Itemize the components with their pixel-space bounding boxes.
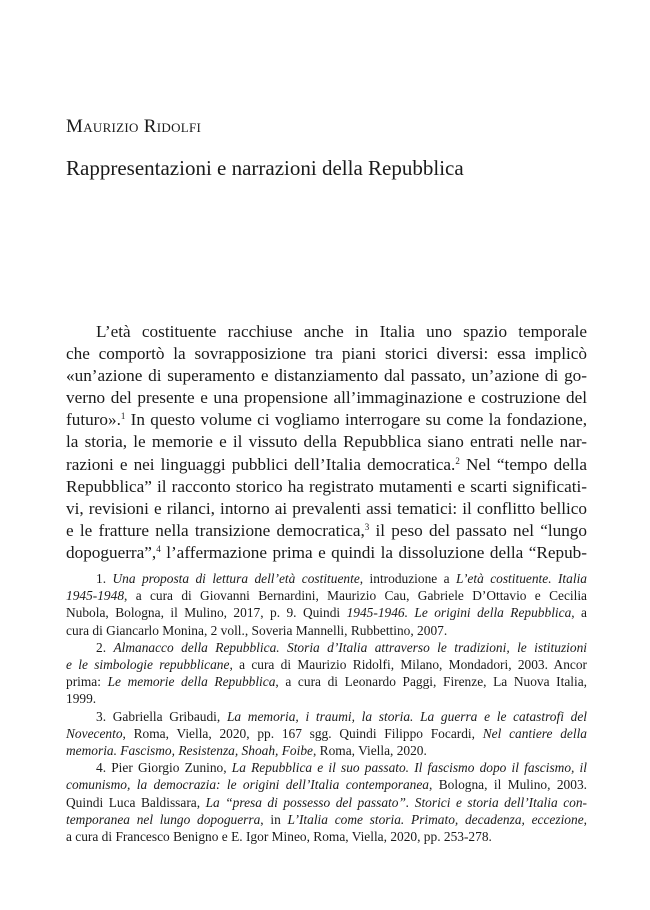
body-line: futuro».$^1$ In questo volume ci vogliamo interrogare su come la fondazione, — [66, 410, 587, 430]
body-line: dopoguerra”,$^4$ l’affermazione prima e quindi la dissoluzione della “Repub- — [66, 542, 587, 562]
footnote-ref-2[interactable]: 2 — [455, 455, 460, 466]
body-line: Repubblica” il racconto storico ha registrato mutamenti e scarti significati- — [66, 476, 587, 496]
body-line: e le fratture nella transizione democratica,$^3$ il peso del passato nel “lungo — [66, 520, 587, 540]
chapter-author: Maurizio Ridolfi — [66, 116, 202, 137]
body-line: «un’azione di superamento e distanziamento dal passato, un’azione di go- — [66, 366, 587, 386]
footnote-3: 3. Gabriella Gribaudi, La memoria, i traumi, la storia. La guerra e le catastrofi del Novecento, Roma, Viella, 2020, pp. 167 sgg. Quindi Filippo Focardi, Nel cantiere della memoria. Fascismo, Resistenza, Shoah, Foibe, Roma, Viella, 2020. — [66, 708, 587, 759]
body-line: vi, revisioni e rilanci, intorno ai prevalenti assi tematici: il conflitto bellico — [66, 498, 587, 518]
footnote-ref-1[interactable]: 1 — [120, 411, 126, 422]
footnote-4: 4. Pier Giorgio Zunino, La Repubblica e il suo passato. Il fascismo dopo il fascismo, il comunismo, la democrazia: le origini dell’Italia contemporanea, Bologna, il Mulino, 2003. Quindi Luca Baldissara, La “presa di possesso del passato”. Storici e storia dell’Italia con- temporanea nel lungo dopoguerra, in L’Italia come storia. Primato, decadenza, eccezione, a cura di Francesco Benigno e E. Igor Mineo, Roma, Viella, 2020, pp. 253-278. — [66, 760, 587, 845]
body-line: L’età costituente racchiuse anche in Italia uno spazio temporale — [96, 322, 587, 341]
footnote-ref-3[interactable]: 3 — [364, 521, 370, 532]
footnote-1: 1. Una proposta di lettura dell’età costituente, introduzione a L’età costituente. Italia 1945-1948, a cura di Giovanni Bernardini, Maurizio Cau, Gabriele D’Ottavio e Cecilia Nubola, Bologna, il Mulino, 2017, p. 9. Quindi 1945-1946. Le origini della Repubblica, a cura di Giancarlo Monina, 2 voll., Soveria Mannelli, Rubbettino, 2007. — [66, 571, 588, 638]
body-line: razioni e nei linguaggi pubblici dell’Italia democratica.$^2$ Nel “tempo della — [66, 454, 588, 474]
footnote-ref-4[interactable]: 4 — [156, 543, 161, 554]
chapter-title: Rappresentazioni e narrazioni della Repubblica — [66, 156, 464, 180]
body-paragraph — [66, 321, 587, 564]
body-line: verno del presente e una propensione all’immaginazione e costruzione del — [66, 388, 587, 408]
body-line: la storia, le memorie e il vissuto della Repubblica siano entrati nelle nar- — [66, 432, 587, 452]
footnote-2: 2. Almanacco della Repubblica. Storia d’Italia attraverso le tradizioni, le istituzioni e le simbologie repubblicane, a cura di Maurizio Ridolfi, Milano, Mondadori, 2003. Ancor prima: Le memorie della Repubblica, a cura di Leonardo Paggi, Firenze, La Nuova Italia, 1999. — [66, 639, 588, 707]
body-line: che comportò la sovrapposizione tra piani storici diversi: essa implicò — [66, 344, 587, 364]
footnotes — [66, 570, 587, 845]
